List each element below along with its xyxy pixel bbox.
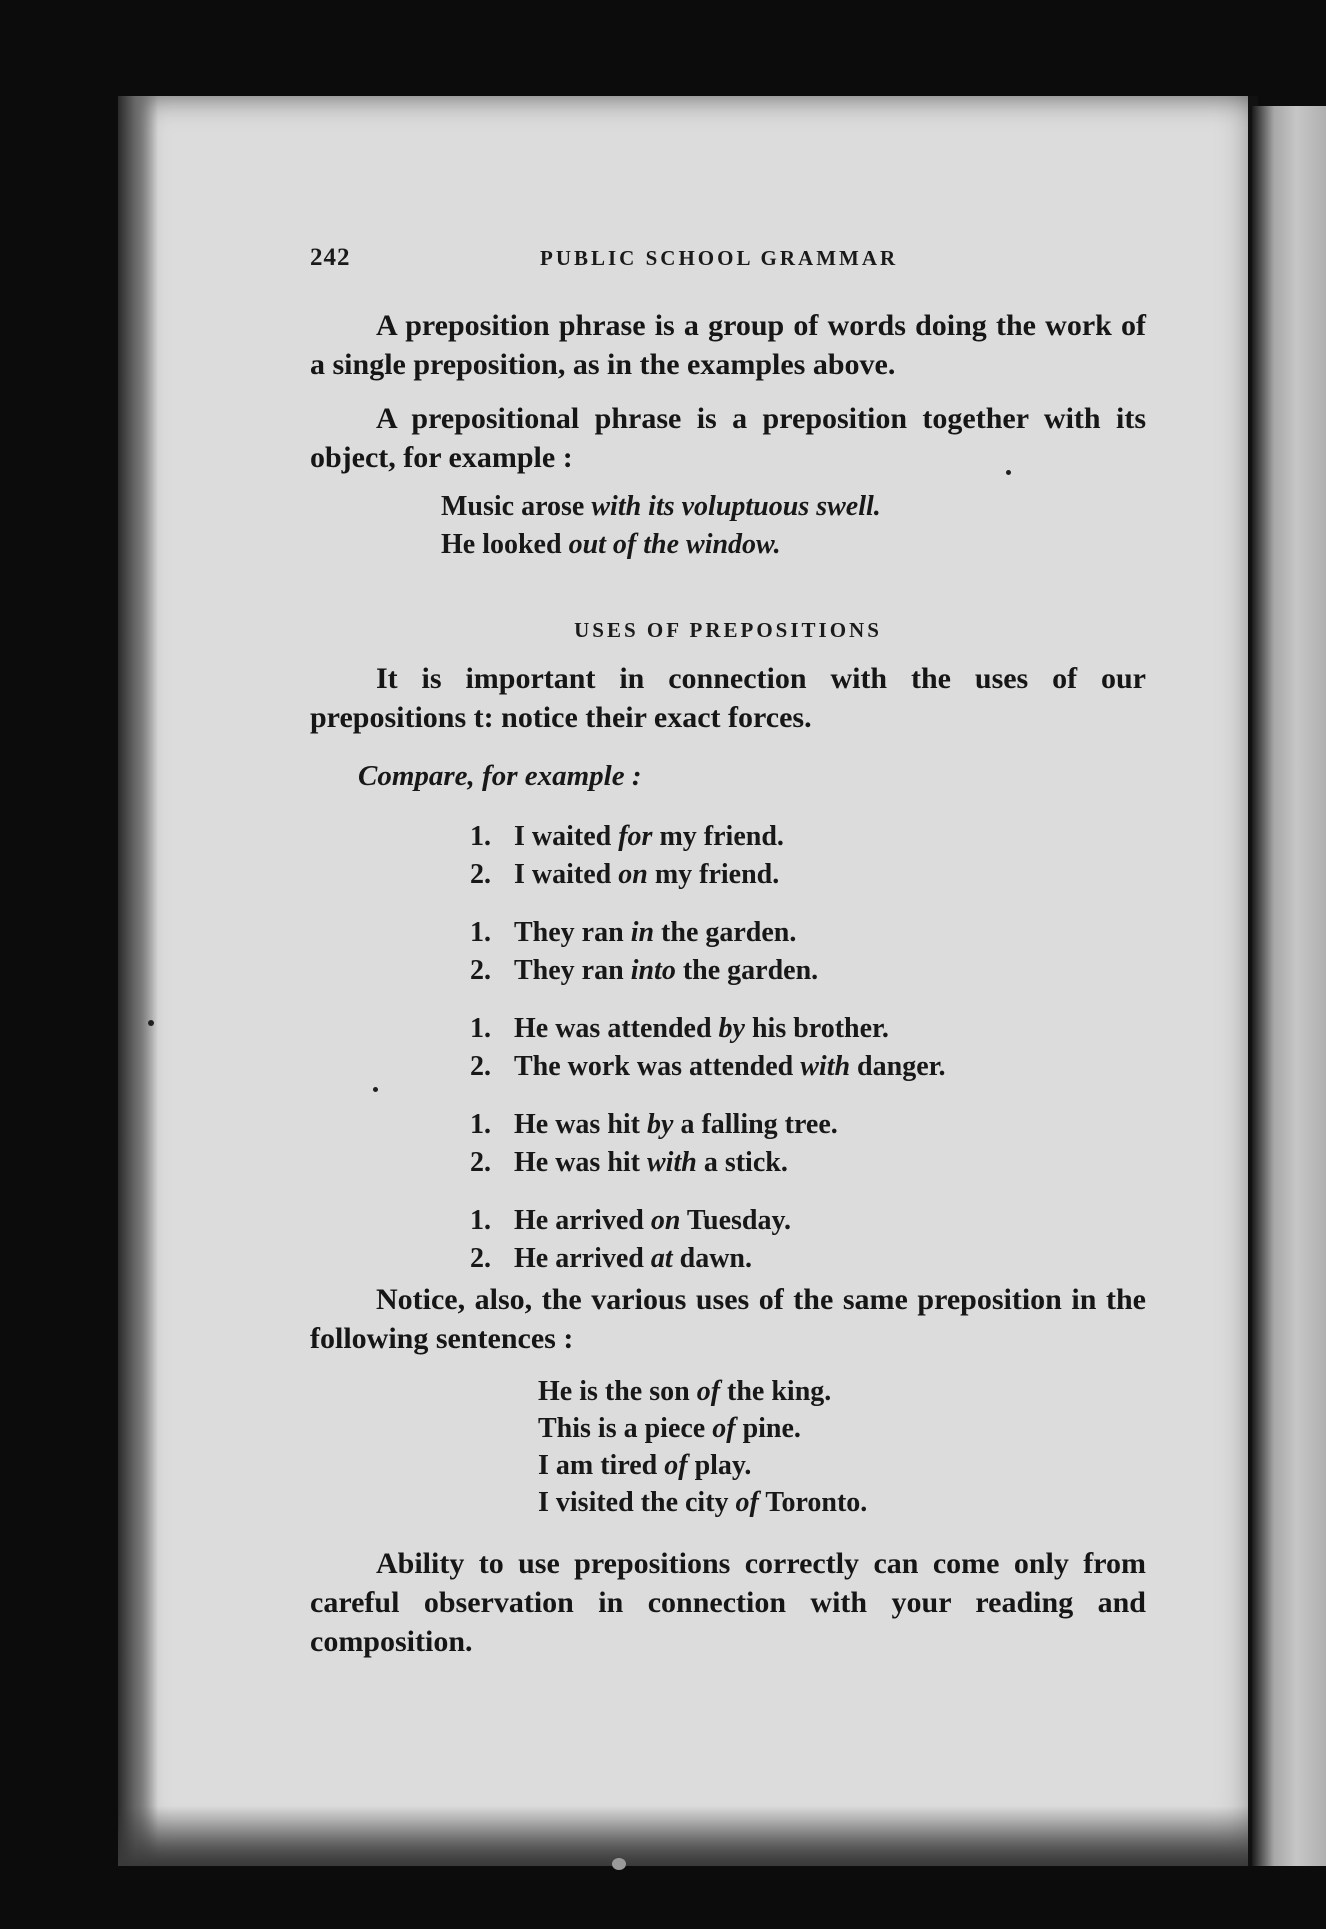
sentence-text: pine. — [735, 1413, 801, 1444]
of-example-line — [538, 1447, 867, 1484]
of-example-line — [538, 1484, 867, 1521]
section-heading: USES OF PREPOSITIONS — [574, 618, 882, 642]
sentence-text: This is a piece — [538, 1413, 713, 1444]
page-number: 242 — [310, 244, 351, 271]
line-number: 2. — [470, 859, 491, 890]
comparison-pair — [470, 914, 945, 990]
sentence-text: I visited the city — [538, 1487, 736, 1518]
comparison-line — [470, 1048, 945, 1086]
line-number: 2. — [470, 1243, 491, 1274]
sentence-text: I waited — [514, 821, 619, 852]
comparison-line — [470, 1202, 945, 1240]
preposition-italic: of — [712, 1413, 736, 1444]
example-italic-phrase: out of the window. — [568, 529, 781, 560]
line-number: 1. — [470, 821, 491, 852]
of-examples — [538, 1373, 867, 1521]
sentence-text: the garden. — [654, 917, 797, 948]
example-text: Music arose — [441, 491, 592, 522]
preposition-italic: for — [618, 821, 653, 852]
facing-page-edge — [1252, 106, 1326, 1866]
sentence-text: He is the son — [538, 1376, 697, 1407]
running-title: PUBLIC SCHOOL GRAMMAR — [540, 246, 899, 270]
page-bottom-shadow — [118, 1806, 1252, 1866]
page-binding-shadow — [118, 96, 158, 1866]
phrase-examples — [441, 488, 881, 564]
sentence-text: They ran — [514, 917, 631, 948]
example-text: He looked — [441, 529, 569, 560]
paragraph-preposition-phrase: A preposition phrase is a group of words doing the work of a single preposition, as in the examples above. — [310, 309, 1146, 381]
paragraph-prepositional-phrase: A prepositional phrase is a preposition together with its object, for example : — [310, 402, 1146, 474]
line-number: 1. — [470, 1109, 491, 1140]
preposition-italic: of — [664, 1450, 688, 1481]
preposition-italic: of — [696, 1376, 721, 1407]
scan-speck — [148, 1020, 154, 1026]
comparison-line — [470, 1240, 945, 1278]
line-number: 2. — [470, 1147, 491, 1178]
sentence-text: He arrived — [514, 1243, 651, 1274]
paragraph-ability: Ability to use prepositions correctly can come only from careful observation in connection with your reading and composition. — [310, 1547, 1146, 1658]
compare-intro: Compare, for example : — [358, 760, 642, 792]
comparison-pair — [470, 818, 945, 894]
preposition-italic: on — [650, 1205, 681, 1236]
comparison-pair — [470, 1202, 945, 1278]
preposition-italic: by — [647, 1109, 674, 1140]
scan-speck — [373, 1087, 378, 1092]
sentence-text: I waited — [514, 859, 619, 890]
sentence-text: play. — [687, 1450, 752, 1481]
scan-speck — [612, 1858, 626, 1870]
line-number: 1. — [470, 1013, 491, 1044]
paragraph-exact-forces: It is important in connection with the uses of our prepositions t: notice their exact forces. — [310, 662, 1146, 734]
preposition-italic: with — [647, 1147, 697, 1178]
line-number: 1. — [470, 1205, 491, 1236]
comparison-line — [470, 1106, 945, 1144]
sentence-text: He was hit — [514, 1147, 647, 1178]
preposition-italic: by — [718, 1013, 745, 1044]
paragraph-various-uses: Notice, also, the various uses of the same preposition in the following sentences : — [310, 1283, 1146, 1355]
sentence-text: He arrived — [514, 1205, 651, 1236]
comparison-line — [470, 914, 945, 952]
sentence-text: They ran — [514, 955, 631, 986]
sentence-text: He was hit — [514, 1109, 647, 1140]
preposition-italic: at — [650, 1243, 673, 1274]
sentence-text: a falling tree. — [673, 1109, 838, 1140]
preposition-italic: into — [630, 955, 676, 986]
sentence-text: The work was attended — [514, 1051, 801, 1082]
preposition-italic: with — [800, 1051, 851, 1082]
line-number: 2. — [470, 955, 491, 986]
sentence-text: dawn. — [672, 1243, 752, 1274]
phrase-example-line — [441, 488, 881, 526]
comparison-line — [470, 818, 945, 856]
comparison-pair — [470, 1106, 945, 1182]
comparison-line — [470, 1010, 945, 1048]
comparison-line — [470, 952, 945, 990]
running-head — [310, 244, 930, 278]
scan-speck — [1006, 470, 1011, 475]
sentence-text: a stick. — [696, 1147, 788, 1178]
sentence-text: my friend. — [652, 821, 784, 852]
sentence-text: I am tired — [538, 1450, 665, 1481]
sentence-text: Toronto. — [758, 1487, 868, 1518]
sentence-text: the king. — [720, 1376, 832, 1407]
comparison-line — [470, 1144, 945, 1182]
sentence-text: my friend. — [647, 859, 780, 890]
preposition-italic: of — [735, 1487, 759, 1518]
line-number: 1. — [470, 917, 491, 948]
comparison-pair — [470, 1010, 945, 1086]
comparison-line — [470, 856, 945, 894]
sentence-text: his brother. — [744, 1013, 889, 1044]
preposition-italic: in — [630, 917, 655, 948]
of-example-line — [538, 1373, 867, 1410]
line-number: 2. — [470, 1051, 491, 1082]
comparison-pairs — [470, 818, 945, 1298]
sentence-text: danger. — [850, 1051, 946, 1082]
phrase-example-line — [441, 526, 881, 564]
sentence-text: Tuesday. — [680, 1205, 791, 1236]
preposition-italic: on — [618, 859, 648, 890]
sentence-text: the garden. — [675, 955, 819, 986]
example-italic-phrase: with its voluptuous swell. — [591, 491, 881, 522]
of-example-line — [538, 1410, 867, 1447]
sentence-text: He was attended — [514, 1013, 719, 1044]
